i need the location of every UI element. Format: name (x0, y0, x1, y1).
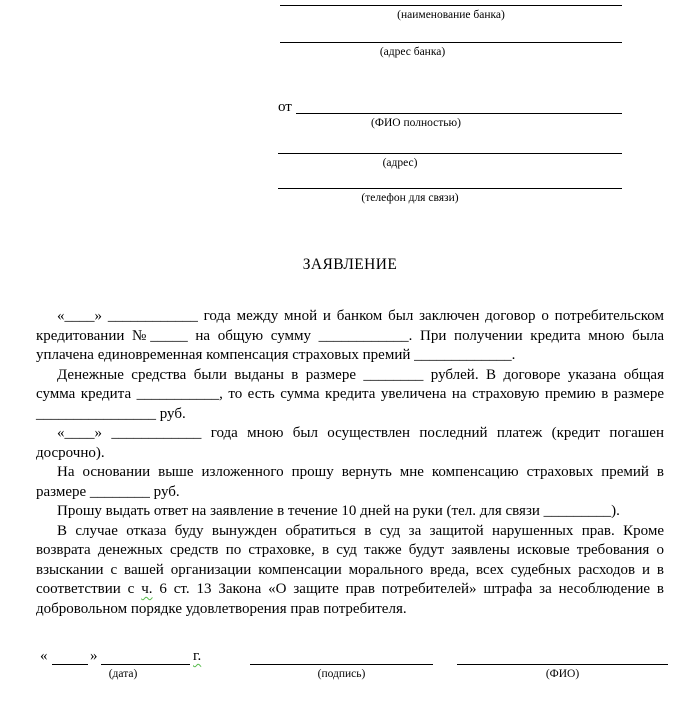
date-close-quote: » (90, 648, 98, 664)
date-open-quote: « (40, 648, 48, 664)
court-warning-text-after: 6 ст. 13 Закона «О защите прав потребителей» штрафа за несоблюдение в добровольном порядке удовлетворения прав потребителя. (36, 581, 665, 617)
paragraph-last-payment: «____» ____________ года мною был осуществлен последний платеж (кредит погашен досрочно). (36, 425, 664, 461)
paragraph-refund-request: На основании выше изложенного прошу вернуть мне компенсацию страховых премий в размере ________ руб. (36, 464, 664, 500)
applicant-name-blank-line (296, 113, 622, 114)
paragraph-funds: Денежные средства были выданы в размере ________ рублей. В договоре указана общая сумма кредита ___________, то есть сумма кредита увеличена на страховую премию в размере ________________ руб. (36, 366, 664, 422)
date-caption: (дата) (108, 668, 138, 680)
paragraph-contract: «____» ____________ года между мной и банком был заключен договор о потребительском кредитовании №_____ на общую сумму ____________. При получении кредита мною была уплачена единовременная компенсация страховых премий _____________. (36, 308, 664, 363)
signature-blank-line (250, 664, 433, 665)
grammar-flagged-word: ч. (141, 581, 153, 597)
date-month-blank-line (101, 664, 190, 665)
bank-address-caption: (адрес банка) (379, 46, 446, 58)
from-label: от (278, 99, 292, 115)
signature-caption: (подпись) (317, 668, 366, 680)
full-name-caption: (ФИО) (545, 668, 580, 680)
document-title: ЗАЯВЛЕНИЕ (302, 256, 398, 273)
paragraph-response-request: Прошу выдать ответ на заявление в течение 10 дней на руки (тел. для связи _________). (57, 503, 620, 519)
date-day-blank-line (52, 664, 88, 665)
bank-address-blank-line (280, 42, 622, 43)
document-body (36, 307, 664, 619)
bank-name-blank-line (280, 5, 622, 6)
court-warning-text-before: В случае отказа буду вынужден обратиться в суд за защитой нарушенных прав. Кроме возврата денежных средств по страховке, в суд также будут заявлены исковые требования о взыскании с вашей организации компенсации морального вреда, всех судебных расходов и в соответствии с (36, 522, 664, 597)
applicant-address-blank-line (278, 153, 622, 154)
paragraph-court-warning (36, 522, 664, 620)
full-name-blank-line (457, 664, 668, 665)
bank-name-caption: (наименование банка) (397, 9, 505, 21)
applicant-phone-blank-line (278, 188, 622, 189)
applicant-name-caption: (ФИО полностью) (371, 117, 461, 129)
applicant-phone-caption: (телефон для связи) (361, 192, 459, 204)
year-abbreviation: г. (193, 648, 202, 664)
applicant-address-caption: (адрес) (382, 157, 418, 169)
